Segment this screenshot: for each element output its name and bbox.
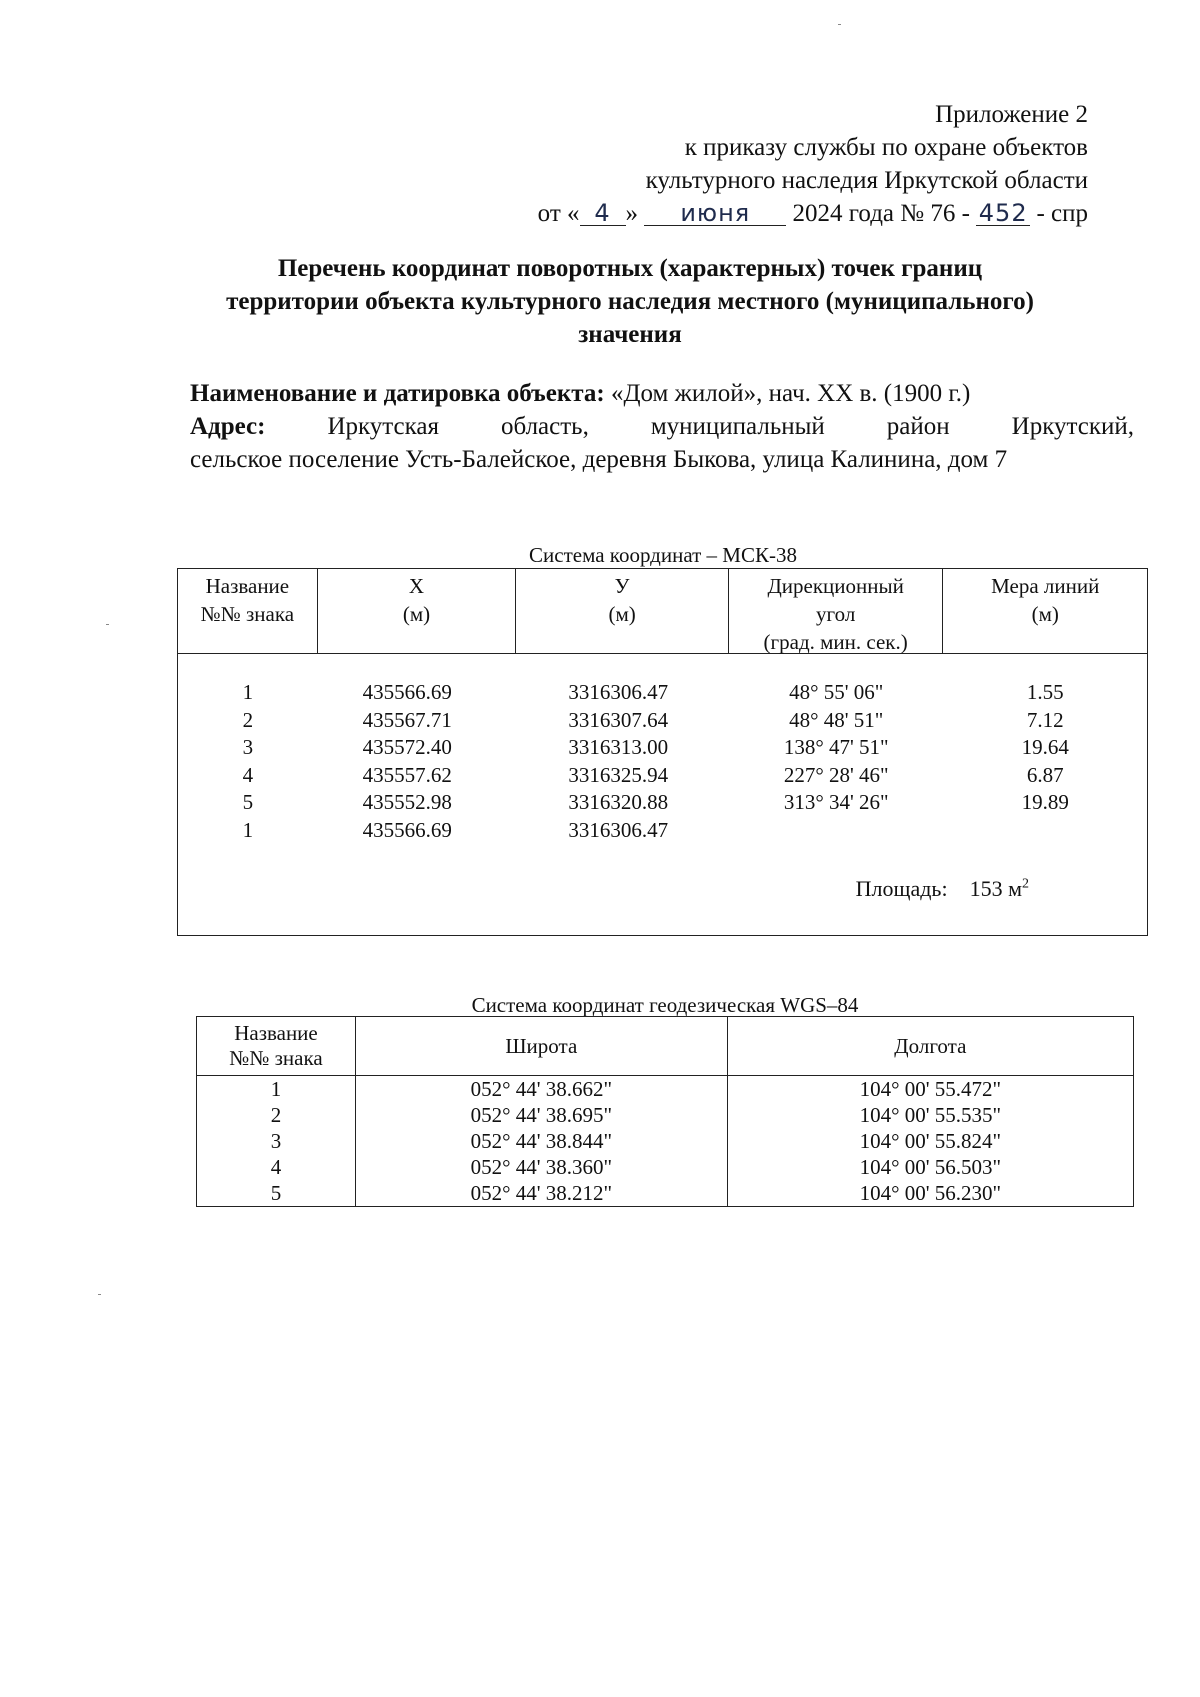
table-row <box>178 817 1147 845</box>
handwritten-day: 4 <box>580 201 626 226</box>
address-row <box>190 410 1134 443</box>
longitude-value: 104° 00' 55.472" <box>727 1076 1133 1103</box>
table-row <box>178 679 1147 707</box>
point-number: 1 <box>242 817 254 842</box>
header-text: Название <box>205 574 290 598</box>
angle-value: 138° 47' 51" <box>783 735 889 759</box>
x-value: 435552.98 <box>362 790 452 814</box>
address-word: Иркутский, <box>1011 413 1134 440</box>
appendix-header <box>538 98 1088 230</box>
header-text: Х <box>408 574 425 598</box>
point-number: 5 <box>242 790 254 814</box>
header-text: №№ знака <box>229 1046 323 1070</box>
table-row <box>197 1102 1134 1128</box>
table-row <box>178 789 1147 817</box>
area-value: 153 м <box>969 876 1022 901</box>
header-text: угол <box>816 602 856 626</box>
angle-value: 48° 55' 06" <box>789 680 884 704</box>
length-value: 19.64 <box>1021 735 1069 759</box>
header-text: У <box>614 574 630 598</box>
year-and-order: 2024 года № 76 - <box>792 200 970 227</box>
y-value: 3316307.64 <box>568 707 669 732</box>
latitude-value: 052° 44' 38.844" <box>355 1128 727 1154</box>
wgs-table-caption: Система координат геодезическая WGS–84 <box>471 993 859 1017</box>
order-reference-line: к приказу службы по охране объектов <box>684 134 1088 161</box>
address-label: Адрес: <box>190 413 266 440</box>
object-name-value: «Дом жилой», нач. XX в. (1900 г.) <box>610 380 971 407</box>
length-value <box>943 817 1147 845</box>
handwritten-order-number: 452 <box>976 201 1030 226</box>
header-text: (м) <box>1031 602 1059 626</box>
y-value: 3316306.47 <box>568 680 669 704</box>
scan-speck <box>98 1294 101 1295</box>
point-number: 4 <box>242 762 254 787</box>
object-name-row <box>190 377 1134 410</box>
header-text: (м) <box>402 602 431 626</box>
header-point-name <box>178 569 318 653</box>
document-title <box>170 252 1090 351</box>
point-number: 1 <box>242 680 254 704</box>
header-point-name <box>197 1017 356 1076</box>
order-suffix: - спр <box>1036 200 1088 227</box>
point-number: 1 <box>197 1076 356 1103</box>
msk-table-caption: Система координат – МСК-38 <box>529 543 797 567</box>
latitude-value: 052° 44' 38.212" <box>355 1180 727 1207</box>
x-value: 435566.69 <box>362 680 452 704</box>
header-latitude: Широта <box>355 1017 727 1076</box>
longitude-value: 104° 00' 56.230" <box>727 1180 1133 1207</box>
table-row <box>197 1076 1134 1103</box>
order-date-line <box>538 197 1088 230</box>
address-continuation: сельское поселение Усть-Балейское, деревня Быкова, улица Калинина, дом 7 <box>190 446 1008 473</box>
longitude-value: 104° 00' 55.824" <box>727 1128 1133 1154</box>
table-row <box>197 1128 1134 1154</box>
service-name-line: культурного наследия Иркутской области <box>645 167 1088 194</box>
x-value: 435557.62 <box>362 762 452 787</box>
msk-table-header <box>178 569 1147 654</box>
angle-value: 48° 48' 51" <box>789 707 884 732</box>
y-value: 3316313.00 <box>568 735 669 759</box>
y-value: 3316325.94 <box>568 762 669 787</box>
header-y <box>516 569 729 653</box>
area-summary <box>856 876 1029 902</box>
point-number: 2 <box>197 1102 356 1128</box>
x-value: 435567.71 <box>362 707 452 732</box>
length-value: 19.89 <box>1021 790 1069 814</box>
angle-value <box>729 817 944 845</box>
handwritten-month: июня <box>644 201 786 226</box>
x-value: 435572.40 <box>362 735 452 759</box>
header-text: Название <box>234 1021 318 1045</box>
x-value: 435566.69 <box>362 817 452 842</box>
header-text: №№ знака <box>200 602 295 626</box>
address-word: область, <box>500 413 589 440</box>
header-text: Мера линий <box>991 574 1100 598</box>
area-unit-exponent: 2 <box>1022 876 1029 892</box>
longitude-value: 104° 00' 56.503" <box>727 1154 1133 1180</box>
header-direction-angle <box>729 569 944 653</box>
length-value: 1.55 <box>1026 680 1064 704</box>
point-number: 2 <box>242 707 254 732</box>
scan-speck <box>838 24 841 25</box>
latitude-value: 052° 44' 38.360" <box>355 1154 727 1180</box>
y-value: 3316320.88 <box>568 790 669 814</box>
angle-value: 313° 34' 26" <box>783 790 889 814</box>
point-number: 3 <box>242 735 254 759</box>
header-text: (град. мин. сек.) <box>763 630 908 654</box>
latitude-value: 052° 44' 38.662" <box>355 1076 727 1103</box>
appendix-number: Приложение 2 <box>935 101 1088 128</box>
title-line-2: территории объекта культурного наследия местного (муниципального) <box>226 288 1034 315</box>
scan-speck <box>106 624 109 625</box>
title-line-3: значения <box>578 321 682 348</box>
header-x <box>318 569 517 653</box>
point-number: 3 <box>197 1128 356 1154</box>
angle-value: 227° 28' 46" <box>783 762 889 787</box>
area-label: Площадь: <box>855 876 948 901</box>
header-text: (м) <box>608 602 636 626</box>
table-row <box>197 1180 1134 1207</box>
address-word: муниципальный <box>650 413 825 440</box>
latitude-value: 052° 44' 38.695" <box>355 1102 727 1128</box>
object-name-label: Наименование и датировка объекта: <box>190 380 605 407</box>
y-value: 3316306.47 <box>568 817 669 842</box>
msk-coordinates-table <box>177 568 1148 936</box>
length-value: 7.12 <box>1026 707 1064 732</box>
header-longitude: Долгота <box>727 1017 1133 1076</box>
table-row <box>178 762 1147 790</box>
table-row <box>178 734 1147 762</box>
longitude-value: 104° 00' 55.535" <box>727 1102 1133 1128</box>
header-text: Дирекционный <box>767 574 904 598</box>
point-number: 4 <box>197 1154 356 1180</box>
length-value: 6.87 <box>1026 762 1064 787</box>
date-prefix: от « <box>537 200 580 227</box>
object-info <box>190 377 1134 476</box>
date-mid: » <box>625 200 639 227</box>
wgs-coordinates-table <box>196 1016 1134 1207</box>
point-number: 5 <box>197 1180 356 1207</box>
title-line-1: Перечень координат поворотных (характерных) точек границ <box>277 255 983 282</box>
table-row <box>178 707 1147 735</box>
address-word: Иркутская <box>327 413 439 440</box>
table-row <box>197 1154 1134 1180</box>
address-word: район <box>886 413 950 440</box>
header-line-length <box>943 569 1147 653</box>
msk-table-body <box>178 679 1147 844</box>
wgs-table-header <box>197 1017 1134 1076</box>
